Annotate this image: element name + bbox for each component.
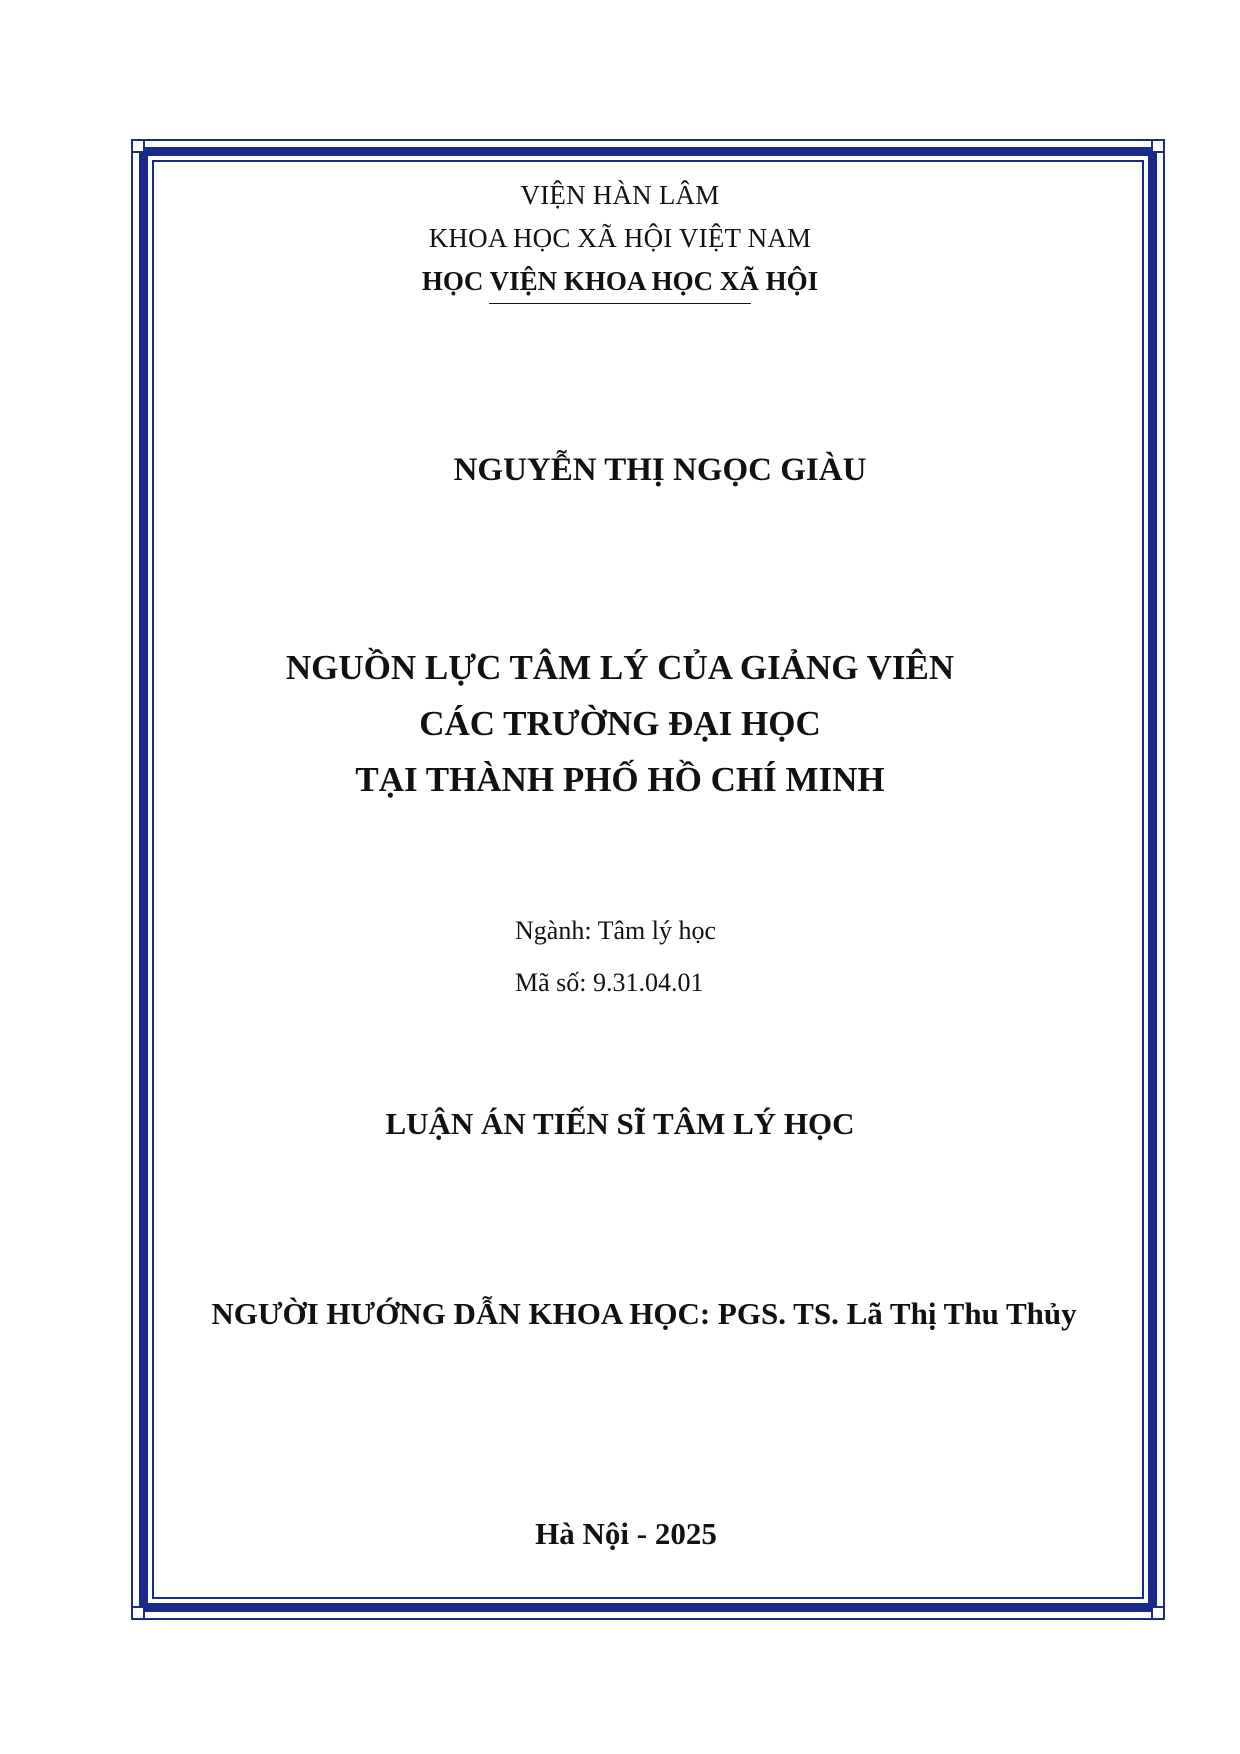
institution-line-1: VIỆN HÀN LÂM xyxy=(520,180,720,210)
thesis-title-line-2: CÁC TRƯỜNG ĐẠI HỌC xyxy=(419,704,821,743)
thesis-title-line-3: TẠI THÀNH PHỐ HỒ CHÍ MINH xyxy=(355,760,885,799)
border-corner-top-left xyxy=(131,139,145,153)
institution-line-3: HỌC VIỆN KHOA HỌC XÃ HỘI xyxy=(421,266,819,296)
field-major: Ngành: Tâm lý học xyxy=(515,916,716,945)
border-corner-top-right xyxy=(1151,139,1165,153)
thesis-title-line-1: NGUỒN LỰC TÂM LÝ CỦA GIẢNG VIÊN xyxy=(285,648,955,687)
border-corner-bottom-left xyxy=(131,1606,145,1620)
degree-title: LUẬN ÁN TIẾN SĨ TÂM LÝ HỌC xyxy=(385,1106,855,1141)
institution-underline xyxy=(489,303,751,304)
border-corner-bottom-right xyxy=(1151,1606,1165,1620)
institution-line-2: KHOA HỌC XÃ HỘI VIỆT NAM xyxy=(428,223,812,253)
place-date: Hà Nội - 2025 xyxy=(535,1516,717,1551)
advisor-line: NGƯỜI HƯỚNG DẪN KHOA HỌC: PGS. TS. Lã Thị Thu Thủy xyxy=(211,1296,1077,1331)
field-code: Mã số: 9.31.04.01 xyxy=(515,968,704,997)
page-border-inner xyxy=(152,160,1144,1599)
author-name: NGUYỄN THỊ NGỌC GIÀU xyxy=(453,452,867,488)
